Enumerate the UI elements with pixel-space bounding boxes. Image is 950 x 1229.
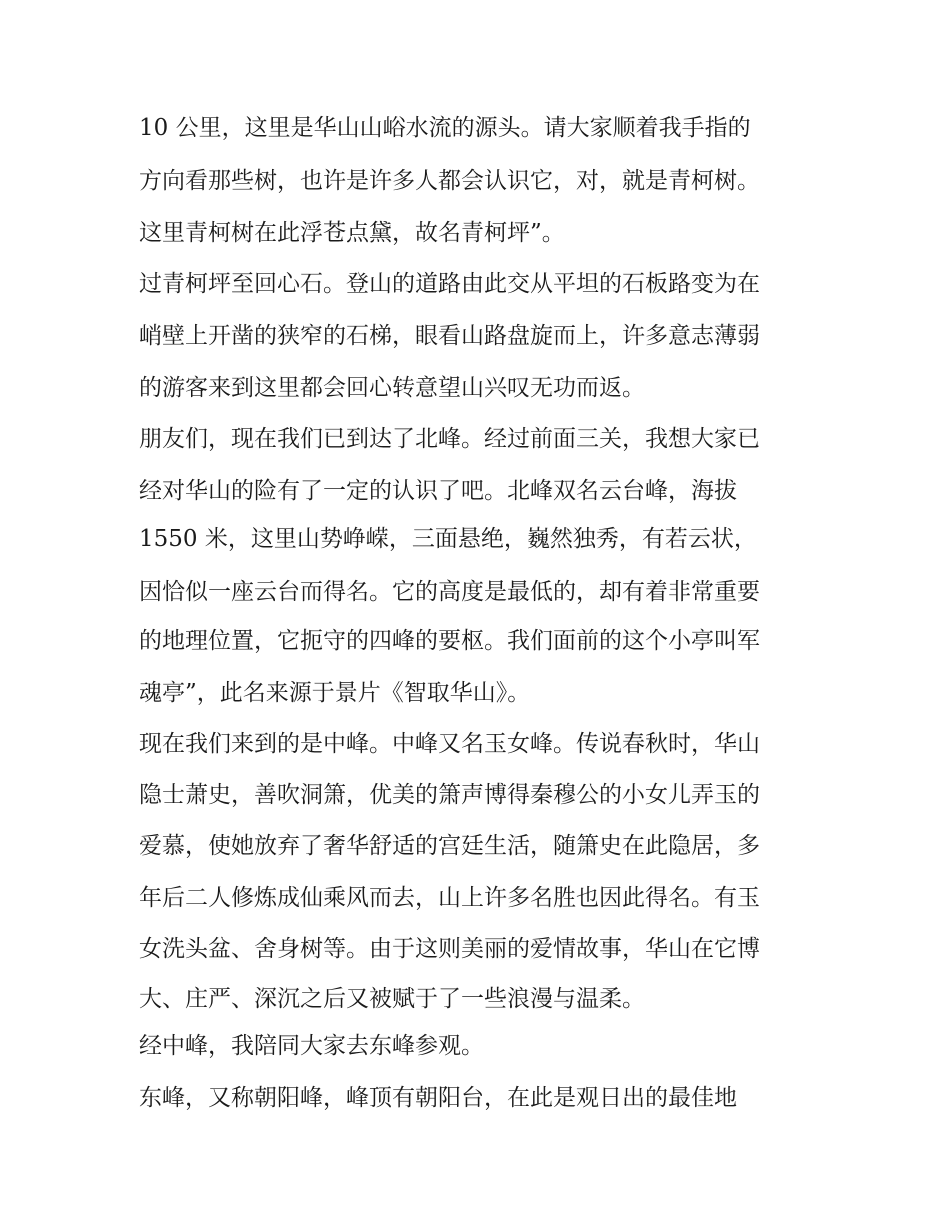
text-line: 东峰，又称朝阳峰，峰顶有朝阳台，在此是观日出的最佳地 (139, 1085, 737, 1111)
text-line: 年后二人修炼成仙乘风而去，山上许多名胜也因此得名。有玉 (139, 885, 760, 911)
text-line: 因恰似一座云台而得名。它的高度是最低的，却有着非常重要 (139, 579, 760, 605)
text-line: 经中峰，我陪同大家去东峰参观。 (139, 1033, 484, 1059)
text-line: 爱慕，使她放弃了奢华舒适的宫廷生活，随箫史在此隐居，多 (139, 833, 760, 859)
text-line: 朋友们，现在我们已到达了北峰。经过前面三关，我想大家已 (139, 426, 760, 452)
text-line: 过青柯坪至回心石。登山的道路由此交从平坦的石板路变为在 (139, 271, 760, 297)
text-line: 这里青柯树在此浮苍点黛，故名青柯坪”。 (139, 220, 565, 246)
text-line: 1550 米，这里山势峥嵘，三面悬绝，巍然独秀，有若云状， (139, 526, 757, 552)
text-line: 峭壁上开凿的狭窄的石梯，眼看山路盘旋而上，许多意志薄弱 (139, 323, 760, 349)
text-line: 现在我们来到的是中峰。中峰又名玉女峰。传说春秋时，华山 (139, 731, 760, 757)
text-line: 的游客来到这里都会回心转意望山兴叹无功而返。 (139, 375, 645, 401)
text-line: 女洗头盆、舍身树等。由于这则美丽的爱情故事，华山在它博 (139, 936, 760, 962)
text-line: 的地理位置，它扼守的四峰的要枢。我们面前的这个小亭叫军 (139, 628, 760, 654)
text-line: 大、庄严、深沉之后又被赋于了一些浪漫与温柔。 (139, 986, 645, 1012)
text-line: 10 公里，这里是华山山峪水流的源头。请大家顺着我手指的 (139, 115, 751, 141)
text-line: 方向看那些树，也许是许多人都会认识它，对，就是青柯树。 (139, 168, 760, 194)
text-line: 经对华山的险有了一定的认识了吧。北峰双名云台峰，海拔 (139, 478, 737, 504)
text-line: 魂亭”，此名来源于景片《智取华山》。 (139, 680, 531, 706)
text-line: 隐士萧史，善吹洞箫，优美的箫声博得秦穆公的小女儿弄玉的 (139, 782, 760, 808)
